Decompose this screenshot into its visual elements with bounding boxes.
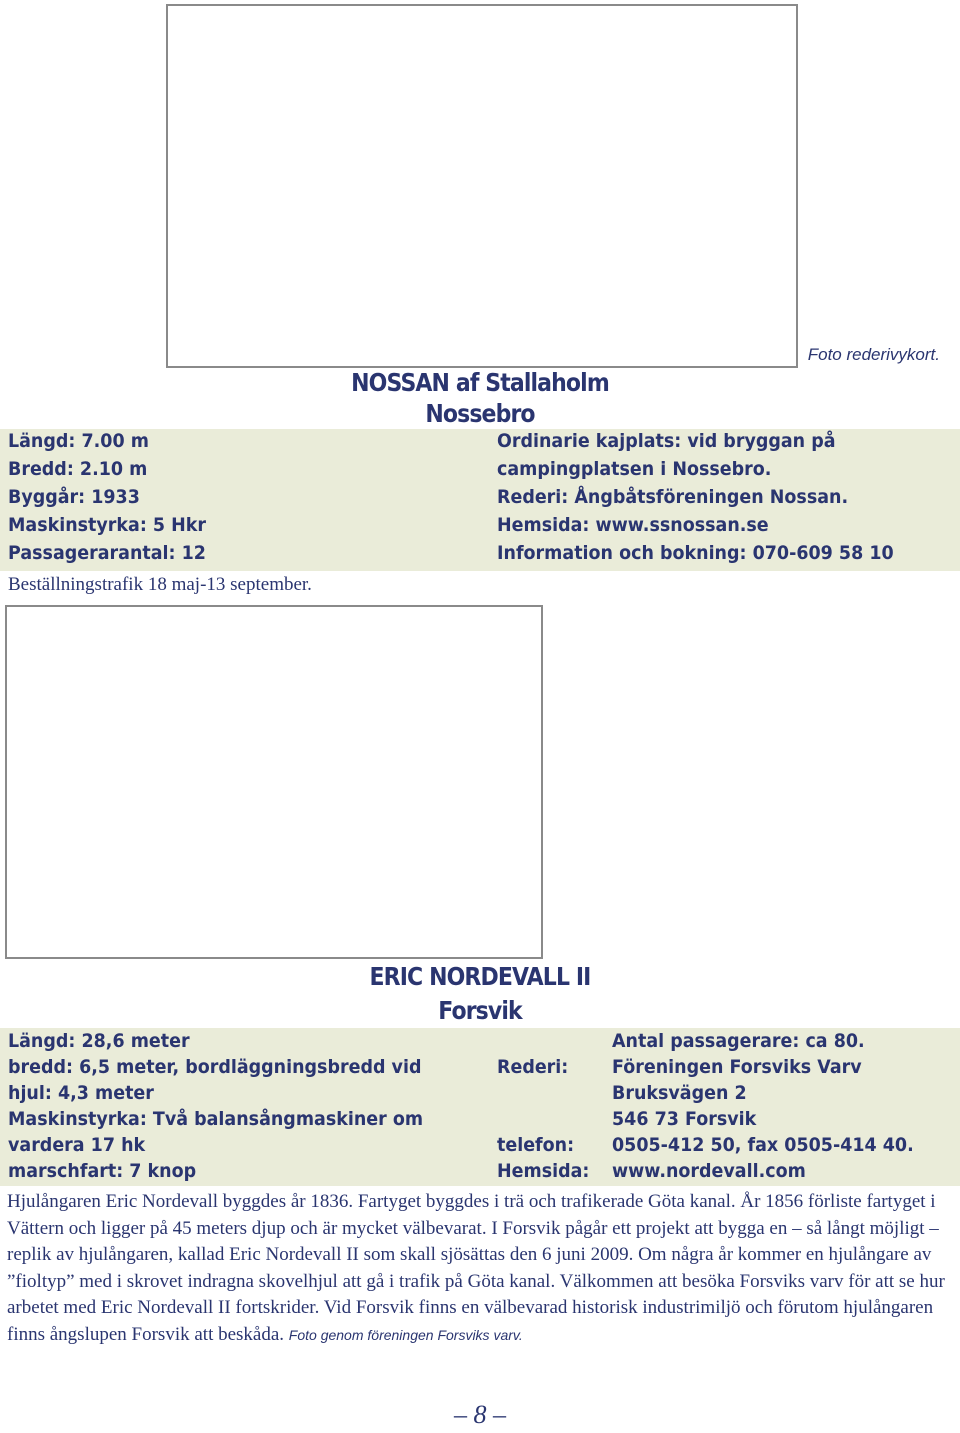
nossan-info-website: Hemsida: www.ssnossan.se — [497, 514, 769, 536]
nossan-location: Nossebro — [425, 399, 535, 428]
nossan-spec-year: Byggår: 1933 — [8, 486, 140, 508]
eric-spec-power-cont: vardera 17 hk — [8, 1134, 146, 1156]
eric-label-website: Hemsida: — [497, 1160, 590, 1182]
eric-photo — [5, 605, 543, 959]
eric-photo-caption: Foto genom föreningen Forsviks varv. — [288, 1326, 523, 1343]
eric-label-owner: Rederi: — [497, 1056, 569, 1078]
nossan-spec-power: Maskinstyrka: 5 Hkr — [8, 514, 207, 536]
eric-spec-speed: marschfart: 7 knop — [8, 1160, 197, 1182]
eric-owner-name: Föreningen Forsviks Varv — [612, 1056, 862, 1078]
eric-spec-wheel: hjul: 4,3 meter — [8, 1082, 154, 1104]
eric-passengers: Antal passagerare: ca 80. — [612, 1030, 865, 1052]
nossan-info-berth-cont: campingplatsen i Nossebro. — [497, 458, 772, 480]
nossan-photo-credit: Foto rederivykort. — [807, 345, 940, 364]
nossan-info-owner: Rederi: Ångbåtsföreningen Nossan. — [497, 486, 849, 508]
nossan-spec-width: Bredd: 2.10 m — [8, 458, 148, 480]
eric-spec-length: Längd: 28,6 meter — [8, 1030, 190, 1052]
eric-label-phone: telefon: — [497, 1134, 575, 1156]
page-number: – 8 – — [454, 1400, 506, 1429]
eric-body: Hjulångaren Eric Nordevall byggdes år 1836. Fartyget byggdes i trä och trafikerade Göta kanal. År 1856 förliste fartyget i Vättern och ligger på 45 meters djup och är mycket välbevarat. I Forsvik pågår ett projekt att bygga en – så långt möjligt – replik av hjulångaren, kallad Eric Nordevall II som skall sjösättas den 6 juni 2009. Om några år kommer en hjulångare av ”fioltyp” med i skrovet indragna skovelhjul att gå i trafik på Göta kanal. Välkommen att besöka Forsviks varv för att se hur arbetet med Eric Nordevall II fortskrider. Vid Forsvik finns en välbevarad historisk industrimiljö och förutom hjulångaren finns ångslupen Forsvik att beskåda. — [7, 1191, 945, 1345]
eric-spec-power: Maskinstyrka: Två balansångmaskiner om — [8, 1108, 424, 1130]
nossan-title: NOSSAN af Stallaholm — [351, 368, 609, 397]
nossan-spec-passengers: Passagerarantal: 12 — [8, 542, 206, 564]
eric-website: www.nordevall.com — [612, 1160, 806, 1182]
eric-description — [7, 1189, 957, 1348]
eric-title: ERIC NORDEVALL II — [369, 962, 591, 991]
nossan-photo — [166, 4, 798, 368]
eric-address-street: Bruksvägen 2 — [612, 1082, 747, 1104]
eric-address-city: 546 73 Forsvik — [612, 1108, 757, 1130]
nossan-info-booking: Information och bokning: 070-609 58 10 — [497, 542, 894, 564]
eric-spec-width: bredd: 6,5 meter, bordläggningsbredd vid — [8, 1056, 422, 1078]
nossan-info-berth: Ordinarie kajplats: vid bryggan på — [497, 430, 836, 452]
eric-phone: 0505-412 50, fax 0505-414 40. — [612, 1134, 914, 1156]
eric-location: Forsvik — [438, 996, 522, 1025]
nossan-note: Beställningstrafik 18 maj-13 september. — [8, 574, 312, 595]
nossan-spec-length: Längd: 7.00 m — [8, 430, 149, 452]
